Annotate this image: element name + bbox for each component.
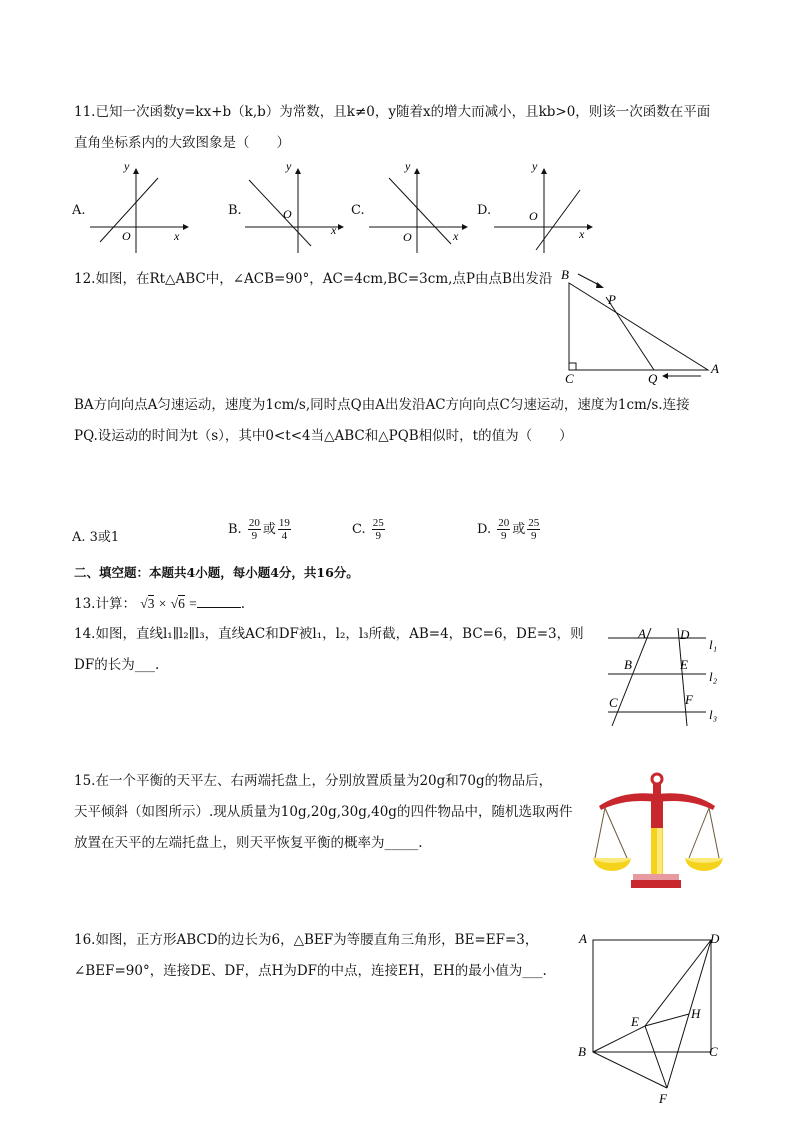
svg-text:E: E — [680, 657, 688, 672]
q11-option-b-label: B. — [228, 203, 242, 218]
svg-text:l₁: l₁ — [709, 637, 718, 652]
svg-text:l₂: l₂ — [709, 669, 718, 684]
svg-text:B: B — [561, 267, 569, 282]
q14-parallel-lines-figure — [600, 624, 728, 728]
q11-graph-b — [243, 160, 348, 255]
svg-text:P: P — [608, 292, 616, 307]
svg-text:y: y — [532, 160, 538, 173]
svg-text:Q: Q — [648, 371, 658, 386]
svg-text:O: O — [283, 207, 292, 221]
q12-option-a: A. 3或1 — [72, 530, 120, 545]
balance-scale-image — [593, 770, 723, 890]
svg-text:B: B — [624, 657, 632, 672]
svg-text:A: A — [638, 626, 646, 641]
svg-text:C: C — [609, 695, 618, 710]
svg-text:H: H — [691, 1006, 701, 1021]
q11-option-c-label: C. — [351, 203, 365, 218]
q12-option-c: C. $\frac{25}{9}$ — [352, 517, 384, 542]
svg-text:l₃: l₃ — [709, 707, 718, 722]
svg-text:D: D — [710, 931, 720, 946]
svg-text:F: F — [659, 1091, 667, 1106]
q15-line1: 15.在一个平衡的天平左、右两端托盘上，分别放置质量为20g和70g的物品后， — [74, 773, 553, 789]
svg-text:F: F — [685, 692, 693, 707]
q12-option-d: D. $\frac{20}{9}$ 或 $\frac{25}{9}$ — [477, 517, 540, 542]
q12-line3: PQ.设运动的时间为t（s），其中0<t<4当△ABC和△PQB相似时，t的值为（ ） — [74, 428, 573, 444]
svg-text:y: y — [405, 160, 411, 173]
q14-line2: DF的长为___. — [74, 657, 160, 673]
q11-graph-a — [88, 160, 193, 255]
q11-option-d-label: D. — [477, 203, 492, 218]
q16-line1: 16.如图，正方形ABCD的边长为6，△BEF为等腰直角三角形，BE=EF=3， — [74, 932, 539, 948]
svg-text:x: x — [579, 227, 585, 241]
svg-text:C: C — [565, 371, 574, 386]
q14-line1: 14.如图，直线l₁∥l₂∥l₃，直线AC和DF被l₁，l₂，l₃所截，AB=4，BC=6，DE=3，则 — [74, 626, 584, 642]
q12-line1: 12.如图，在Rt△ABC中，∠ACB=90°，AC=4cm,BC=3cm,点P由点B出发沿 — [74, 271, 553, 287]
q16-square-figure — [573, 928, 725, 1108]
svg-text:C: C — [709, 1044, 718, 1059]
svg-text:A: A — [711, 361, 719, 376]
section-heading: 二、填空题：本题共4小题，每小题4分，共16分。 — [74, 565, 359, 580]
svg-text:O: O — [529, 209, 538, 223]
q16-line2: ∠BEF=90°，连接DE、DF，点H为DF的中点，连接EH，EH的最小值为___. — [74, 963, 547, 979]
svg-text:O: O — [122, 229, 131, 243]
q15-line3: 放置在天平的左端托盘上，则天平恢复平衡的概率为_____. — [74, 835, 423, 851]
q11-option-a-label: A. — [72, 203, 86, 218]
svg-text:y: y — [124, 160, 130, 173]
q15-line2: 天平倾斜（如图所示）.现从质量为10g,20g,30g,40g的四件物品中，随机选取两件 — [74, 804, 573, 820]
q12-triangle-figure — [556, 264, 726, 386]
svg-text:x: x — [331, 223, 337, 237]
svg-text:D: D — [680, 627, 690, 642]
q11-graph-c — [367, 160, 472, 255]
q11-line2: 直角坐标系内的大致图象是（ ） — [74, 135, 290, 151]
svg-text:y: y — [286, 160, 292, 173]
svg-text:x: x — [453, 229, 459, 243]
q12-line2: BA方向向点A匀速运动，速度为1cm/s,同时点Q由A出发沿AC方向向点C匀速运动，速度为1cm/s.连接 — [74, 397, 690, 413]
q11-graph-d — [492, 160, 597, 255]
q11-line1: 11.已知一次函数y=kx+b（k,b）为常数，且k≠0，y随着x的增大而减小，且kb>0，则该一次函数在平面 — [74, 104, 711, 120]
svg-text:x: x — [174, 229, 180, 243]
svg-text:A: A — [579, 931, 587, 946]
q13-line: 13.计算： √3 × √6 = . — [74, 593, 245, 614]
svg-text:E: E — [631, 1014, 639, 1029]
svg-text:O: O — [403, 230, 412, 244]
q12-option-b: B. $\frac{20}{9}$ 或 $\frac{19}{4}$ — [228, 517, 290, 542]
svg-text:B: B — [578, 1044, 586, 1059]
